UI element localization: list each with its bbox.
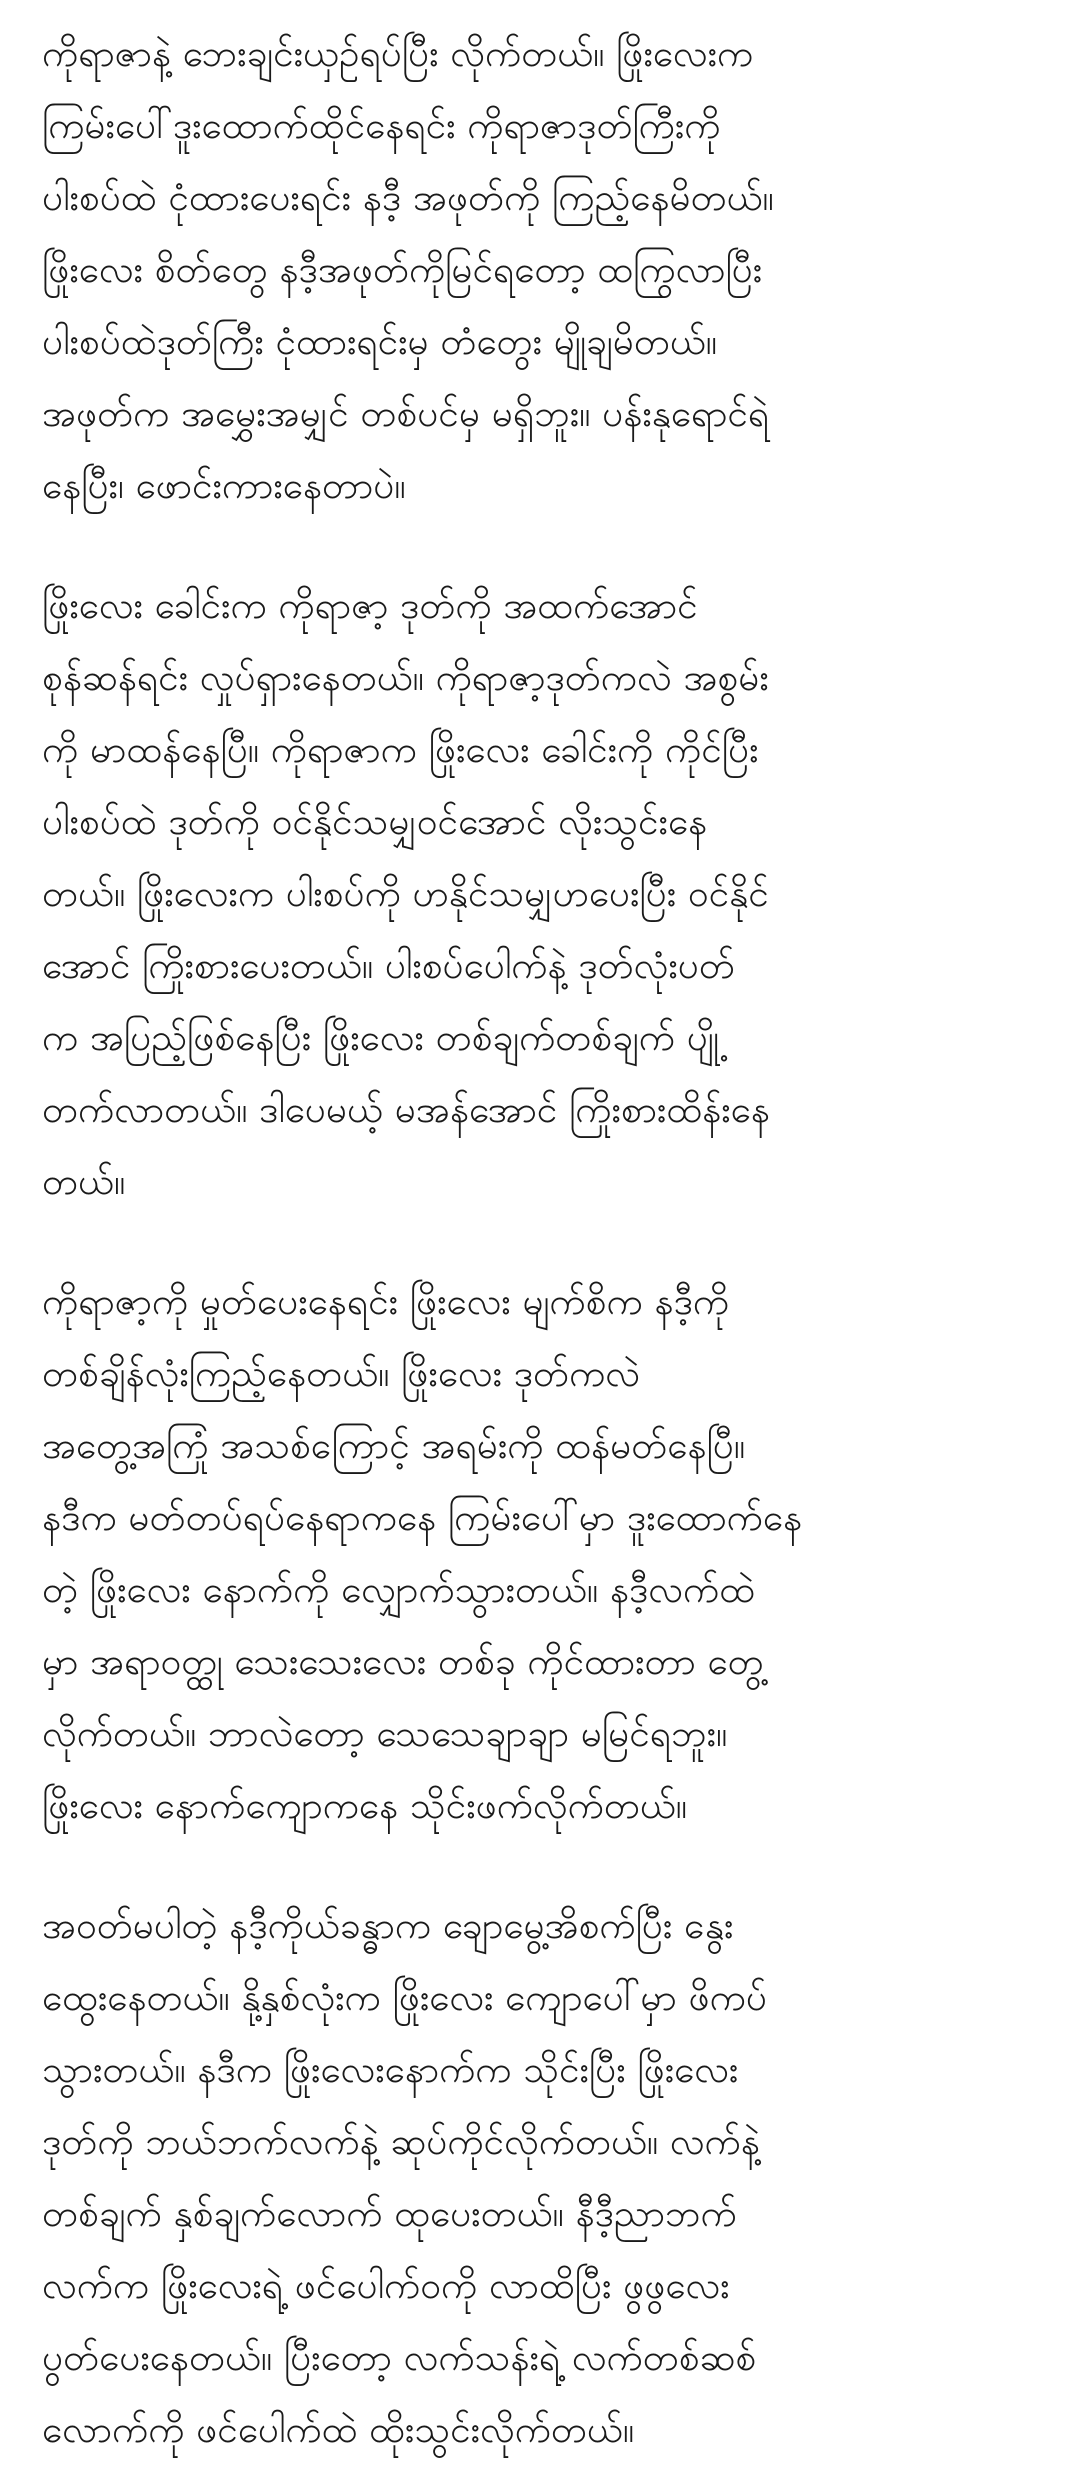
text-line: ကြမ်းပေါ်ဒူးထောက်ထိုင်နေရင်း ကိုရာဇာဒုတ်ကြီးကို [42, 104, 721, 147]
text-line: မှာ အရာဝတ္ထု သေးသေးလေး တစ်ခု ကိုင်ထားတာ တွေ့ [42, 1640, 764, 1683]
text-line: ပါးစပ်ထဲ ငုံထားပေးရင်း နဒီ့ အဖုတ်ကို ကြည့်နေမိတယ်။ [42, 176, 774, 219]
paragraph-1 [42, 18, 1040, 522]
text-line: တစ်ချက် နှစ်ချက်လောက် ထုပေးတယ်။ နီဒီ့ညာဘက် [42, 2192, 737, 2235]
text-line: လောက်ကို ဖင်ပေါက်ထဲ ထိုးသွင်းလိုက်တယ်။ [42, 2408, 635, 2451]
text-line: ဖြိုးလေး စိတ်တွေ နဒီ့အဖုတ်ကိုမြင်ရတော့ ထကြွလာပြီး [42, 248, 763, 291]
paragraph-4 [42, 1890, 1040, 2466]
text-line: ပါးစပ်ထဲဒုတ်ကြီး ငုံထားရင်းမှ တံတွေး မျိုချမိတယ်။ [42, 320, 717, 363]
text-line: သွားတယ်။ နဒီက ဖြိုးလေးနောက်က သိုင်းပြီး ဖြိုးလေး [42, 2048, 739, 2091]
text-line: တက်လာတယ်။ ဒါပေမယ့် မအန်အောင် ကြိုးစားထိန်းနေ [42, 1088, 770, 1131]
text-line: နဒီက မတ်တပ်ရပ်နေရာကနေ ကြမ်းပေါ်မှာ ဒူးထောက်နေ [42, 1496, 803, 1539]
paragraph-2 [42, 570, 1040, 1218]
text-line: ပါးစပ်ထဲ ဒုတ်ကို ဝင်နိုင်သမျှဝင်အောင် လိုးသွင်းနေ [42, 800, 708, 843]
text-line: စုန်ဆန်ရင်း လှုပ်ရှားနေတယ်။ ကိုရာဇာ့ဒုတ်ကလဲ အစွမ်း [42, 656, 769, 699]
text-line: တစ်ချိန်လုံးကြည့်နေတယ်။ ဖြိုးလေး ဒုတ်ကလဲ [42, 1352, 640, 1395]
text-line: ကို မာထန်နေပြီ။ ကိုရာဇာက ဖြိုးလေး ခေါင်းကို ကိုင်ပြီး [42, 728, 759, 771]
text-line: အဖုတ်က အမွှေးအမျှင် တစ်ပင်မှ မရှိဘူး။ ပန်းနုရောင်ရဲ [42, 392, 770, 435]
text-line: လိုက်တယ်။ ဘာလဲတော့ သေသေချာချာ မမြင်ရဘူး။ [42, 1712, 728, 1755]
text-line: က အပြည့်ဖြစ်နေပြီး ဖြိုးလေး တစ်ချက်တစ်ချက် ပျို့ [42, 1016, 720, 1059]
text-line: ဖြိုးလေး နောက်ကျောကနေ သိုင်းဖက်လိုက်တယ်။ [42, 1784, 687, 1827]
text-line: တဲ့ ဖြိုးလေး နောက်ကို လျှောက်သွားတယ်။ နဒီ့လက်ထဲ [42, 1568, 755, 1611]
text-line: ကိုရာဇာနဲ့ ဘေးချင်းယှဉ်ရပ်ပြီး လိုက်တယ်။ ဖြိုးလေးက [42, 32, 754, 75]
text-line: ကိုရာဇာ့ကို မှုတ်ပေးနေရင်း ဖြိုးလေး မျက်စိက နဒီ့ကို [42, 1280, 730, 1323]
text-line: တယ်။ ဖြိုးလေးက ပါးစပ်ကို ဟနိုင်သမျှဟပေးပြီး ဝင်နိုင် [42, 872, 769, 915]
text-line: တယ်။ [42, 1160, 126, 1203]
paragraph-3 [42, 1266, 1040, 1842]
text-line: ပွတ်ပေးနေတယ်။ ပြီးတော့ လက်သန်းရဲ့ လက်တစ်ဆစ် [42, 2336, 757, 2379]
text-line: ထွေးနေတယ်။ နို့နှစ်လုံးက ဖြိုးလေး ကျောပေါ်မှာ ဖိကပ် [42, 1976, 767, 2019]
text-line: လက်က ဖြိုးလေးရဲ့ ဖင်ပေါက်ဝကို လာထိပြီး ဖွဖွလေး [42, 2264, 730, 2307]
text-line: အတွေ့အကြုံ အသစ်ကြောင့် အရမ်းကို ထန်မတ်နေပြီ။ [42, 1424, 746, 1467]
text-line: အဝတ်မပါတဲ့ နဒီ့ကိုယ်ခန္ဓာက ချောမွေ့အိစက်ပြီး နွေး [42, 1904, 734, 1947]
text-line: ဒုတ်ကို ဘယ်ဘက်လက်နဲ့ ဆုပ်ကိုင်လိုက်တယ်။ လက်နဲ့ [42, 2120, 760, 2163]
text-line: ဖြိုးလေး ခေါင်းက ကိုရာဇာ့ ဒုတ်ကို အထက်အောင် [42, 584, 698, 627]
text-line: နေပြီး၊ ဖောင်းကားနေတာပဲ။ [42, 464, 406, 507]
text-line: အောင် ကြိုးစားပေးတယ်။ ပါးစပ်ပေါက်နဲ့ ဒုတ်လုံးပတ် [42, 944, 735, 987]
